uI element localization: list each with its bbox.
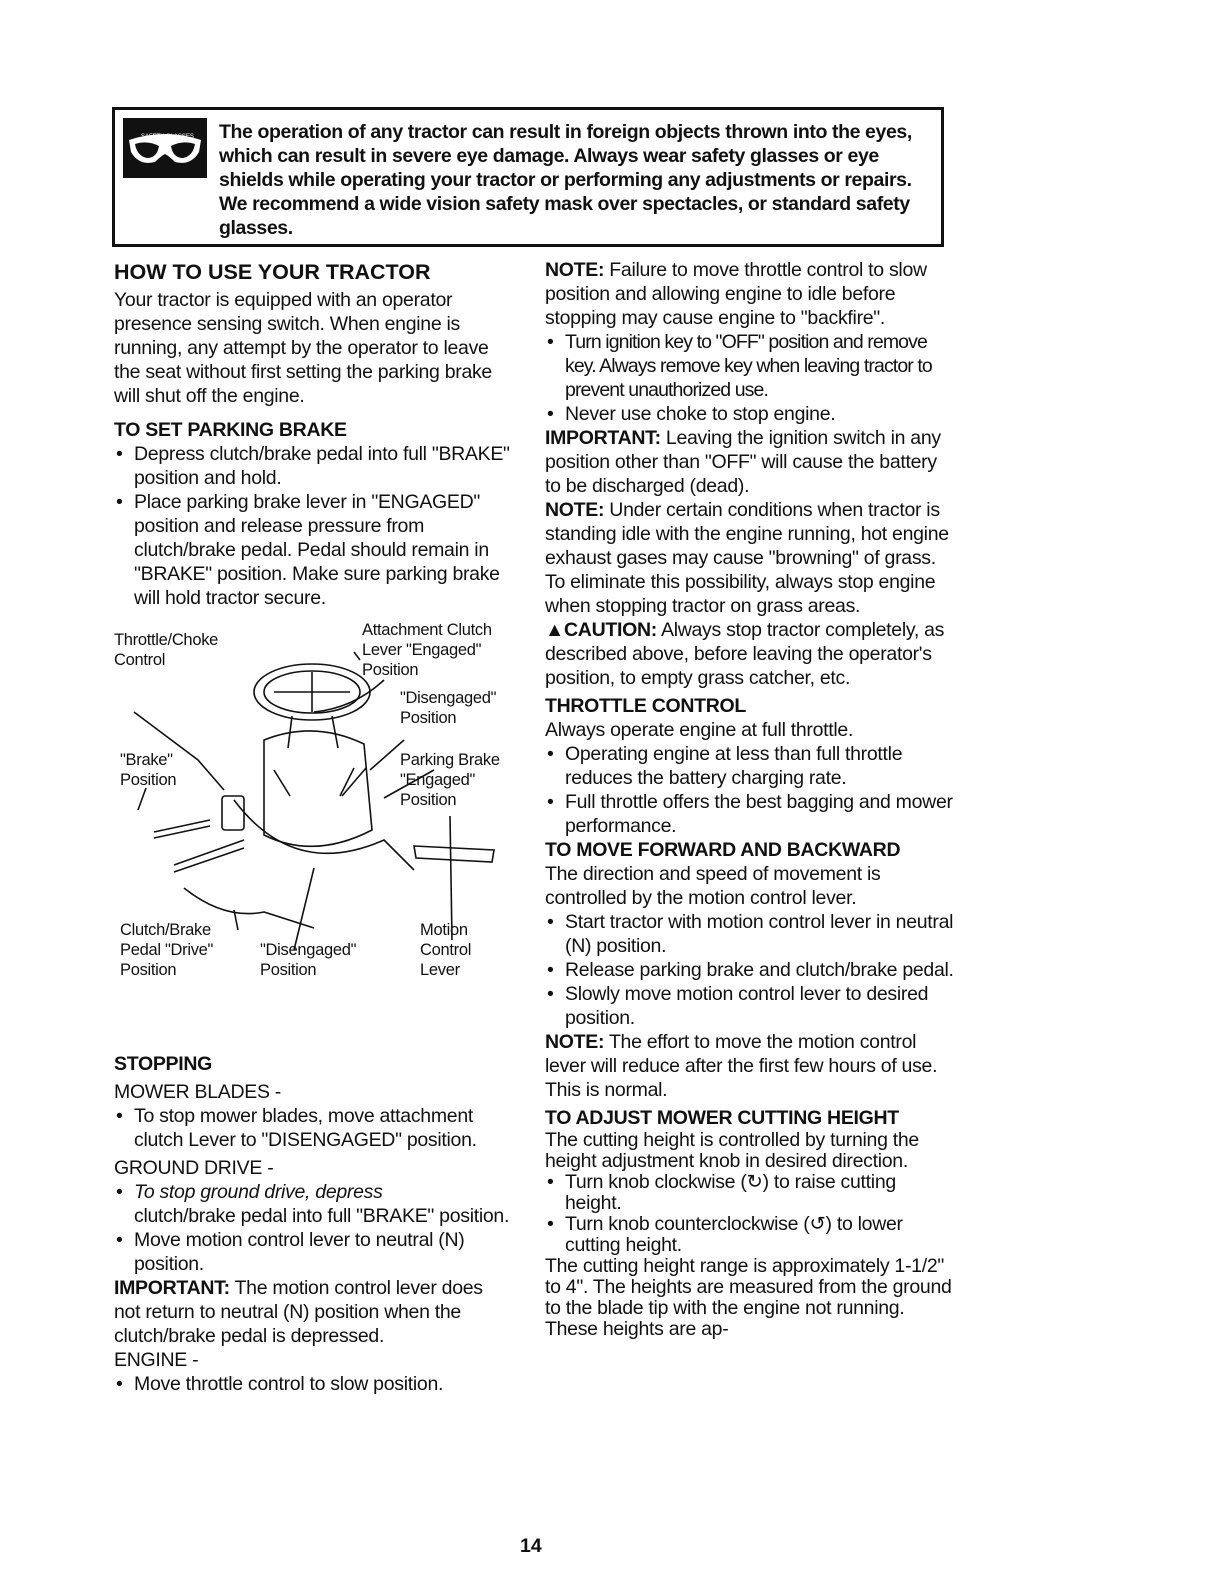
list-item: • To stop mower blades, move attachment clutch Lever to "DISENGAGED" position.	[114, 1104, 514, 1152]
list-item: • Full throttle offers the best bagging and mower performance.	[545, 790, 955, 838]
note-browning: NOTE: Under certain conditions when tractor is standing idle with the engine running, hot engine exhaust gases may cause "browning" of grass. To eliminate this possibility, always stop engine when stopping tractor on grass areas.	[545, 499, 949, 617]
ground-bullet-rest: clutch/brake pedal into full "BRAKE" position.	[134, 1205, 510, 1227]
throttle-list	[545, 742, 955, 838]
safety-glasses-icon	[123, 118, 207, 178]
intro-paragraph: Your tractor is equipped with an operator presence sensing switch. When engine is running, any attempt by the operator to leave the seat without first setting the parking brake will shut off the engine.	[114, 289, 492, 407]
list-item: • Turn knob counterclockwise (↺) to lower cutting height.	[545, 1214, 955, 1256]
note-backfire: NOTE: Failure to move throttle control to slow position and allowing engine to idle before stopping may cause engine to "backfire".	[545, 259, 927, 329]
page-number: 14	[520, 1535, 542, 1557]
parking-brake-list	[114, 442, 514, 610]
list-item: • Depress clutch/brake pedal into full "BRAKE" position and hold.	[114, 442, 514, 490]
list-item: • Slowly move motion control lever to desired position.	[545, 982, 955, 1030]
list-item: • Turn ignition key to "OFF" position and remove key. Always remove key when leaving tractor to prevent unauthorized use.	[545, 330, 955, 402]
move-text: The direction and speed of movement is controlled by the motion control lever.	[545, 863, 881, 909]
controls-diagram	[114, 620, 524, 1010]
label-throttle-choke: Throttle/Choke Control	[114, 631, 219, 669]
ground-drive-title: GROUND DRIVE -	[114, 1157, 274, 1179]
label-attachment-clutch: Attachment Clutch Lever "Engaged" Position	[362, 621, 492, 679]
engine-list	[114, 1372, 514, 1396]
cutting-height-title: TO ADJUST MOWER CUTTING HEIGHT	[545, 1107, 899, 1129]
left-column	[114, 258, 514, 1396]
list-item: • Place parking brake lever in "ENGAGED" position and release pressure from clutch/brake pedal. Pedal should remain in "BRAKE" position. Make sure parking brake will hold tractor secure.	[114, 490, 514, 610]
warning-text: The operation of any tractor can result in foreign objects thrown into the eyes, which can result in severe eye damage. Always wear safety glasses or eye shields while operating your tractor or performing any adjustments or repairs. We recommend a wide vision safety mask over spectacles, or standard safety glasses.	[219, 121, 912, 239]
label-disengaged-bottom: "Disengaged" Position	[260, 941, 357, 979]
move-list	[545, 910, 955, 1030]
list-item: • Move throttle control to slow position.	[114, 1372, 514, 1396]
label-motion-control: Motion Control Lever	[420, 921, 472, 979]
list-item: • Turn knob clockwise (↻) to raise cutting height.	[545, 1172, 955, 1214]
list-item: • Never use choke to stop engine.	[545, 402, 955, 426]
safety-warning-box	[112, 107, 944, 247]
throttle-control-title: THROTTLE CONTROL	[545, 695, 747, 717]
mower-blades-list	[114, 1104, 514, 1152]
engine-title: ENGINE -	[114, 1349, 199, 1371]
important-note-right: IMPORTANT: Leaving the ignition switch in any position other than "OFF" will cause the battery to be discharged (dead).	[545, 427, 941, 497]
label-brake-position: "Brake" Position	[120, 751, 177, 789]
list-item: • Start tractor with motion control lever in neutral (N) position.	[545, 910, 955, 958]
cutting-height-list	[545, 1172, 955, 1256]
mower-blades-title: MOWER BLADES -	[114, 1081, 281, 1103]
list-item: • Move motion control lever to neutral (N) position.	[114, 1228, 514, 1276]
label-clutch-brake: Clutch/Brake Pedal "Drive" Position	[120, 921, 214, 979]
parking-brake-title: TO SET PARKING BRAKE	[114, 419, 347, 441]
svg-text:SAFETY GLASSES: SAFETY GLASSES	[141, 134, 194, 140]
caution-note: ▲CAUTION: Always stop tractor completely, as described above, before leaving the operator's position, to empty grass catcher, etc.	[545, 619, 945, 689]
label-parking-brake: Parking Brake "Engaged" Position	[400, 751, 500, 809]
right-column	[545, 258, 955, 1340]
move-title: TO MOVE FORWARD AND BACKWARD	[545, 839, 901, 861]
label-disengaged-top: "Disengaged" Position	[400, 689, 497, 727]
section-title-how-to-use: HOW TO USE YOUR TRACTOR	[114, 260, 431, 284]
key-list	[545, 330, 955, 426]
important-note-left: IMPORTANT: The motion control lever does not return to neutral (N) position when the clutch/brake pedal is depressed.	[114, 1277, 483, 1347]
list-item: • Release parking brake and clutch/brake pedal.	[545, 958, 955, 982]
ground-drive-list	[114, 1180, 514, 1276]
cutting-height-text: The cutting height is controlled by turning the height adjustment knob in desired direction.	[545, 1129, 919, 1172]
ground-bullet-italic: To stop ground drive, depress	[134, 1181, 383, 1203]
cutting-height-range: The cutting height range is approximately 1-1/2" to 4". The heights are measured from the ground to the blade tip with the engine not running. These heights are ap-	[545, 1255, 952, 1340]
caution-triangle-icon: ▲	[545, 619, 565, 641]
list-item	[114, 1180, 514, 1228]
note-effort: NOTE: The effort to move the motion control lever will reduce after the first few hours of use. This is normal.	[545, 1031, 938, 1101]
list-item: • Operating engine at less than full throttle reduces the battery charging rate.	[545, 742, 955, 790]
stopping-title: STOPPING	[114, 1053, 213, 1075]
throttle-text: Always operate engine at full throttle.	[545, 719, 854, 741]
